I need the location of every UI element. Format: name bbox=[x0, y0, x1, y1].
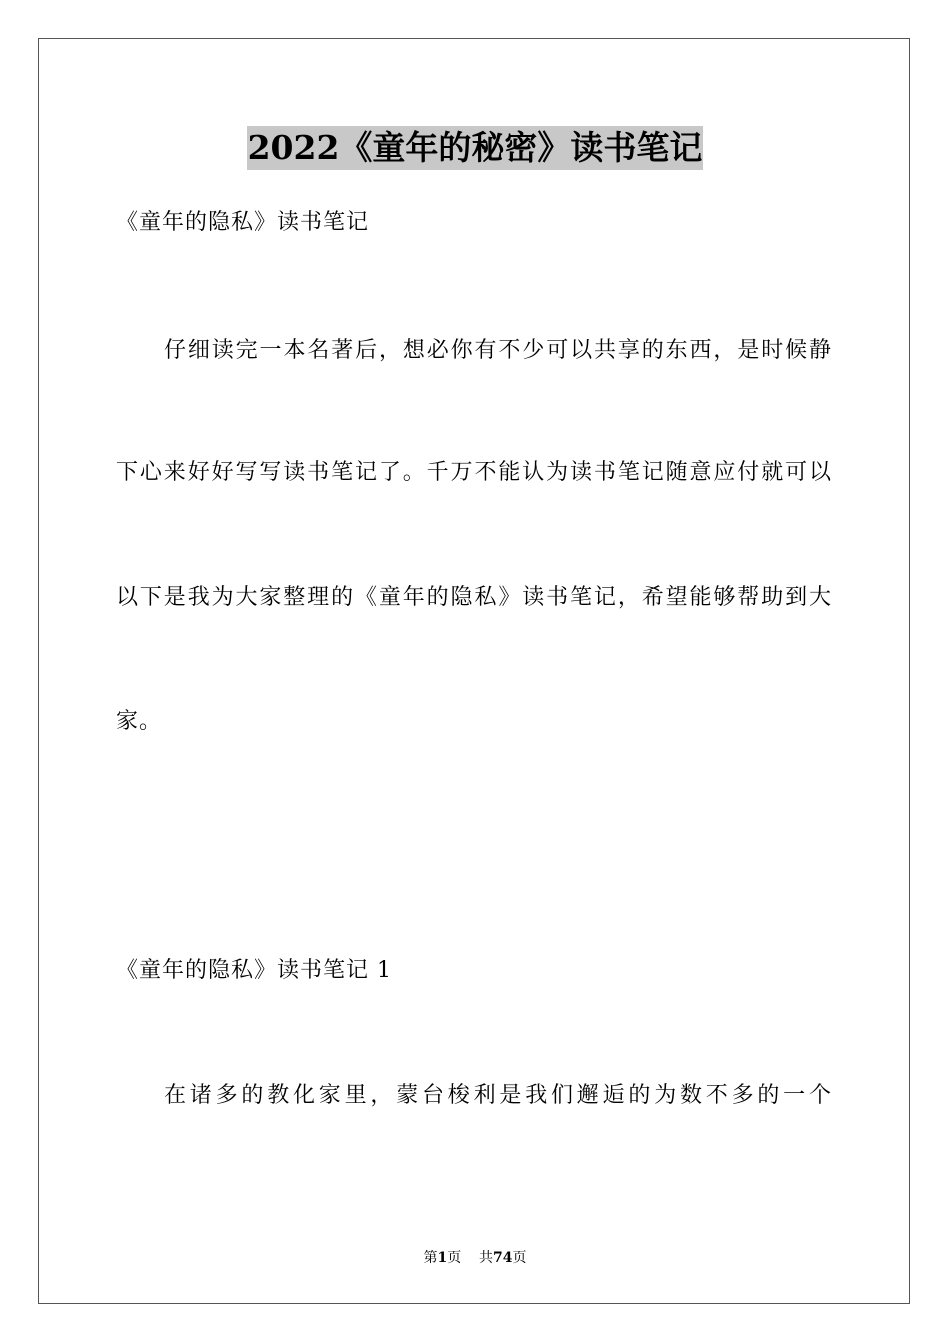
section-first-line: 在诸多的教化家里，蒙台梭利是我们邂逅的为数不多的一个 bbox=[164, 1083, 831, 1108]
section-heading: 《童年的隐私》读书笔记 1 bbox=[116, 958, 392, 983]
intro-line-4: 家。 bbox=[116, 709, 163, 734]
document-title bbox=[0, 126, 950, 170]
intro-line-1: 仔细读完一本名著后，想必你有不少可以共享的东西，是时候静 bbox=[164, 338, 831, 363]
footer-page-suffix: 页 bbox=[447, 1250, 462, 1266]
page-footer bbox=[0, 1248, 950, 1268]
footer-page-number: 1 bbox=[437, 1250, 448, 1266]
intro-line-3: 以下是我为大家整理的《童年的隐私》读书笔记，希望能够帮助到大 bbox=[116, 585, 831, 610]
footer-total-prefix: 共 bbox=[479, 1250, 494, 1266]
document-subtitle: 《童年的隐私》读书笔记 bbox=[116, 210, 370, 235]
document-title-text: 2022《童年的秘密》读书笔记 bbox=[247, 126, 704, 170]
footer-page-prefix: 第 bbox=[423, 1250, 438, 1266]
footer-total-suffix: 页 bbox=[512, 1250, 527, 1266]
footer-total-pages: 74 bbox=[493, 1250, 513, 1266]
intro-line-2: 下心来好好写写读书笔记了。千万不能认为读书笔记随意应付就可以 bbox=[116, 460, 831, 485]
